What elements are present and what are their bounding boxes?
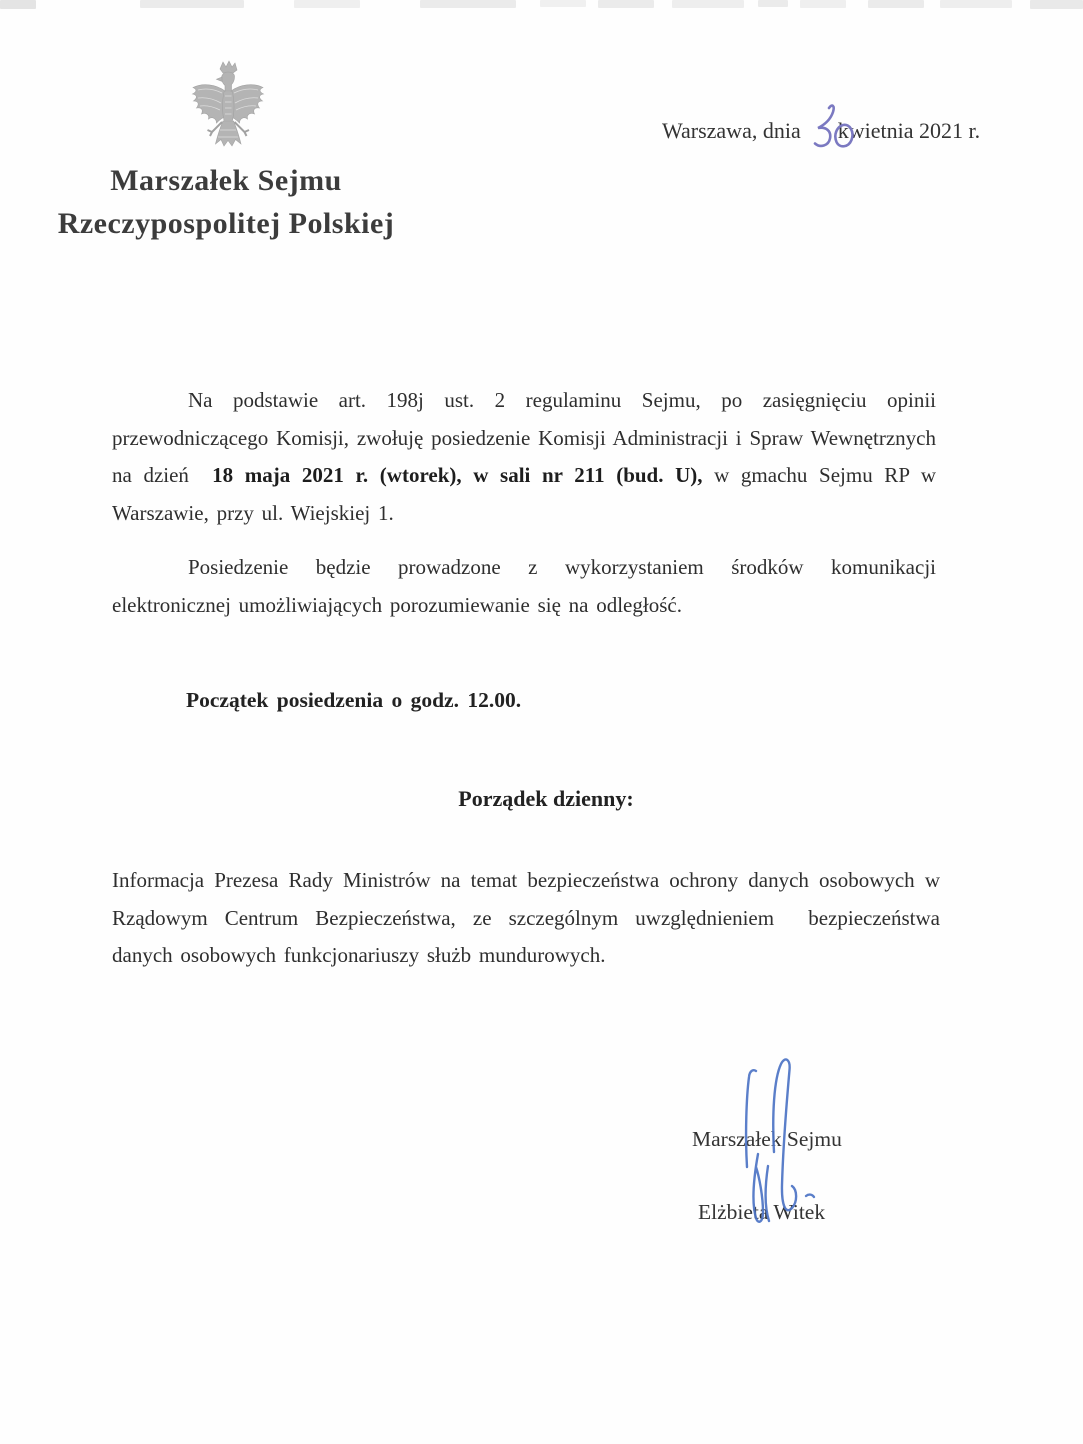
scan-artifact <box>940 0 1012 8</box>
scan-artifact <box>294 0 360 8</box>
scan-artifact <box>598 0 654 8</box>
scan-artifact <box>420 0 516 8</box>
letterhead-title-line2: Rzeczypospolitej Polskiej <box>57 207 395 240</box>
paragraph-legal-basis <box>112 382 936 532</box>
handwritten-signature <box>728 1054 824 1234</box>
handwritten-day <box>808 101 860 153</box>
polish-eagle-icon <box>186 60 266 152</box>
scan-artifact <box>758 0 788 7</box>
paragraph-legal-basis-start: Na podstawie art. 198j ust. 2 regulaminu Sejmu, po zasięgnięciu opinii przewodniczącego Komisji, zwołuję posiedzenie Komisji Administracji i Spraw Wewnętrznych na dzień <box>112 388 936 488</box>
scan-artifact <box>868 0 924 8</box>
scan-artifact <box>1030 0 1083 9</box>
signature-title: Marszałek Sejmu <box>692 1127 842 1151</box>
agenda-item: Informacja Prezesa Rady Ministrów na temat bezpieczeństwa ochrony danych osobowych w Rządowym Centrum Bezpieczeństwa, ze szczególnym uwzględnieniem bezpieczeństwa danych osobowych funkcjonariuszy służb mundurowych. <box>112 868 940 968</box>
paragraph-remote-participation: Posiedzenie będzie prowadzone z wykorzystaniem środków komunikacji elektronicznej umożliwiających porozumiewanie się na odległość. <box>112 555 936 617</box>
scan-artifact <box>540 0 586 7</box>
scan-artifact <box>672 0 744 8</box>
letterhead-title-line1: Marszałek Sejmu <box>110 164 342 197</box>
scan-artifact <box>0 0 36 9</box>
meeting-start-time: Początek posiedzenia o godz. 12.00. <box>186 688 522 712</box>
scan-artifact <box>140 0 244 8</box>
signature-name: Elżbieta Witek <box>698 1200 826 1224</box>
date-suffix: kwietnia 2021 r. <box>837 118 981 143</box>
date-prefix: Warszawa, dnia <box>662 118 801 143</box>
paragraph-legal-basis-bold-date-room: 18 maja 2021 r. (wtorek), w sali nr 211 (bud. U), <box>212 463 703 488</box>
agenda-heading: Porządek dzienny: <box>458 786 634 811</box>
paragraph-legal-basis-end: w gmachu Sejmu RP w Warszawie, przy ul. Wiejskiej 1. <box>112 463 937 525</box>
scan-artifact <box>800 0 846 8</box>
